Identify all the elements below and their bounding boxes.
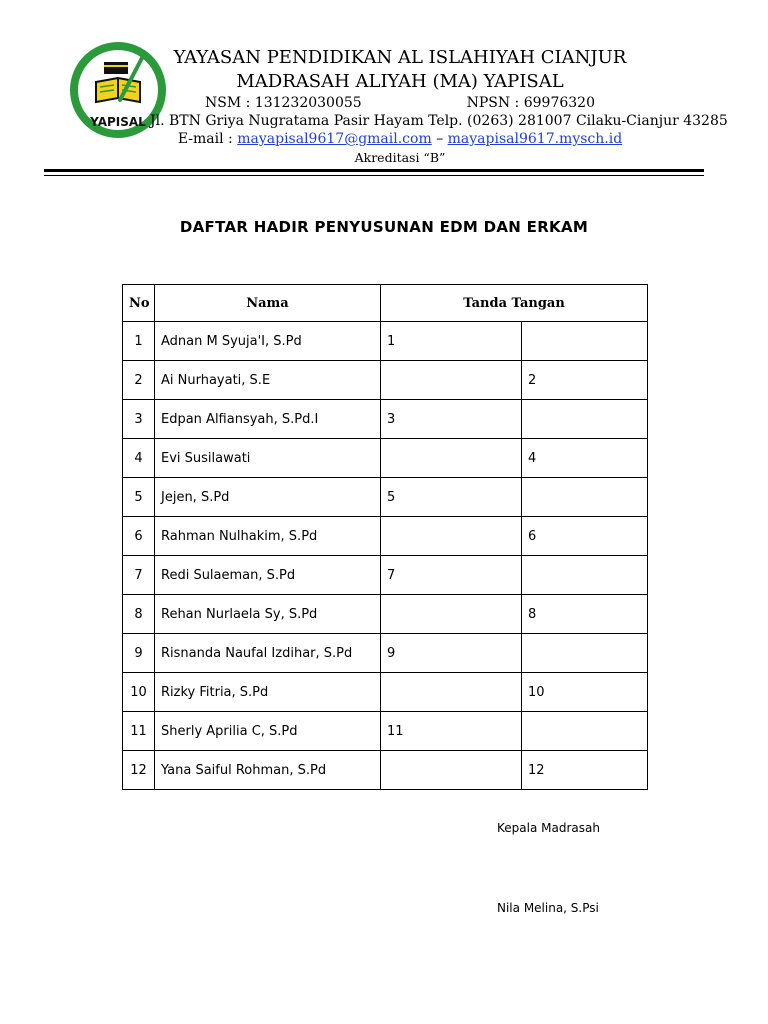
row-name: Rahman Nulhakim, S.Pd bbox=[155, 517, 381, 556]
row-signature-left[interactable]: 11 bbox=[381, 712, 522, 751]
table-row bbox=[123, 361, 648, 400]
email-label: E-mail : bbox=[177, 131, 233, 147]
row-number: 11 bbox=[123, 712, 155, 751]
row-signature-right[interactable] bbox=[522, 634, 648, 673]
row-signature-left[interactable] bbox=[381, 751, 522, 790]
row-signature-right[interactable] bbox=[522, 556, 648, 595]
row-signature-left[interactable]: 7 bbox=[381, 556, 522, 595]
logo-text: YAPISAL bbox=[90, 115, 146, 129]
row-name: Redi Sulaeman, S.Pd bbox=[155, 556, 381, 595]
row-number: 4 bbox=[123, 439, 155, 478]
row-signature-right[interactable] bbox=[522, 400, 648, 439]
signatory-name: Nila Melina, S.Psi bbox=[497, 901, 599, 915]
row-signature-right[interactable]: 2 bbox=[522, 361, 648, 400]
signatory-role: Kepala Madrasah bbox=[497, 821, 600, 835]
row-name: Rehan Nurlaela Sy, S.Pd bbox=[155, 595, 381, 634]
accreditation: Akreditasi “B” bbox=[354, 150, 446, 165]
table-row bbox=[123, 751, 648, 790]
row-number: 12 bbox=[123, 751, 155, 790]
row-number: 9 bbox=[123, 634, 155, 673]
row-name: Yana Saiful Rohman, S.Pd bbox=[155, 751, 381, 790]
table-row bbox=[123, 478, 648, 517]
row-signature-right[interactable]: 12 bbox=[522, 751, 648, 790]
table-header-row bbox=[123, 285, 648, 322]
header-rule-thin bbox=[44, 175, 704, 176]
table-row bbox=[123, 634, 648, 673]
website-link[interactable]: mayapisal9617.mysch.id bbox=[447, 131, 623, 147]
header-name: Nama bbox=[155, 285, 381, 322]
row-signature-right[interactable]: 8 bbox=[522, 595, 648, 634]
row-number: 2 bbox=[123, 361, 155, 400]
row-signature-right[interactable] bbox=[522, 478, 648, 517]
row-signature-right[interactable]: 4 bbox=[522, 439, 648, 478]
email-link[interactable]: mayapisal9617@gmail.com bbox=[237, 131, 432, 147]
row-name: Ai Nurhayati, S.E bbox=[155, 361, 381, 400]
row-name: Evi Susilawati bbox=[155, 439, 381, 478]
table-row bbox=[123, 712, 648, 751]
row-name: Adnan M Syuja'I, S.Pd bbox=[155, 322, 381, 361]
row-number: 1 bbox=[123, 322, 155, 361]
row-number: 10 bbox=[123, 673, 155, 712]
header-rule-thick bbox=[44, 169, 704, 172]
row-name: Risnanda Naufal Izdihar, S.Pd bbox=[155, 634, 381, 673]
row-number: 8 bbox=[123, 595, 155, 634]
row-number: 6 bbox=[123, 517, 155, 556]
row-signature-left[interactable]: 1 bbox=[381, 322, 522, 361]
row-name: Jejen, S.Pd bbox=[155, 478, 381, 517]
row-signature-right[interactable]: 6 bbox=[522, 517, 648, 556]
contact-line bbox=[150, 131, 650, 147]
attendance-table bbox=[122, 284, 648, 790]
school-address: Jl. BTN Griya Nugratama Pasir Hayam Telp. (0263) 281007 Cilaku-Cianjur 43285 bbox=[150, 113, 728, 129]
row-signature-left[interactable]: 3 bbox=[381, 400, 522, 439]
row-number: 3 bbox=[123, 400, 155, 439]
row-name: Sherly Aprilia C, S.Pd bbox=[155, 712, 381, 751]
table-row bbox=[123, 556, 648, 595]
row-signature-right[interactable] bbox=[522, 712, 648, 751]
row-signature-left[interactable]: 5 bbox=[381, 478, 522, 517]
npsn-number: NPSN : 69976320 bbox=[466, 95, 595, 111]
contact-separator: – bbox=[436, 131, 444, 147]
table-row bbox=[123, 517, 648, 556]
row-number: 7 bbox=[123, 556, 155, 595]
nsm-number: NSM : 131232030055 bbox=[205, 95, 362, 111]
organization-name: YAYASAN PENDIDIKAN AL ISLAHIYAH CIANJUR bbox=[173, 47, 627, 68]
table-row bbox=[123, 673, 648, 712]
row-signature-right[interactable] bbox=[522, 322, 648, 361]
header-signature: Tanda Tangan bbox=[381, 285, 648, 322]
document-title: DAFTAR HADIR PENYUSUNAN EDM DAN ERKAM bbox=[179, 218, 589, 236]
row-name: Rizky Fitria, S.Pd bbox=[155, 673, 381, 712]
table-row bbox=[123, 400, 648, 439]
row-signature-left[interactable] bbox=[381, 361, 522, 400]
row-name: Edpan Alfiansyah, S.Pd.I bbox=[155, 400, 381, 439]
row-signature-right[interactable]: 10 bbox=[522, 673, 648, 712]
row-signature-left[interactable] bbox=[381, 439, 522, 478]
school-name: MADRASAH ALIYAH (MA) YAPISAL bbox=[236, 71, 564, 92]
table-row bbox=[123, 595, 648, 634]
school-ids bbox=[150, 95, 650, 111]
row-number: 5 bbox=[123, 478, 155, 517]
row-signature-left[interactable] bbox=[381, 595, 522, 634]
attendance-rows bbox=[123, 322, 648, 790]
header-no: No bbox=[123, 285, 155, 322]
row-signature-left[interactable] bbox=[381, 517, 522, 556]
row-signature-left[interactable] bbox=[381, 673, 522, 712]
table-row bbox=[123, 439, 648, 478]
table-row bbox=[123, 322, 648, 361]
row-signature-left[interactable]: 9 bbox=[381, 634, 522, 673]
